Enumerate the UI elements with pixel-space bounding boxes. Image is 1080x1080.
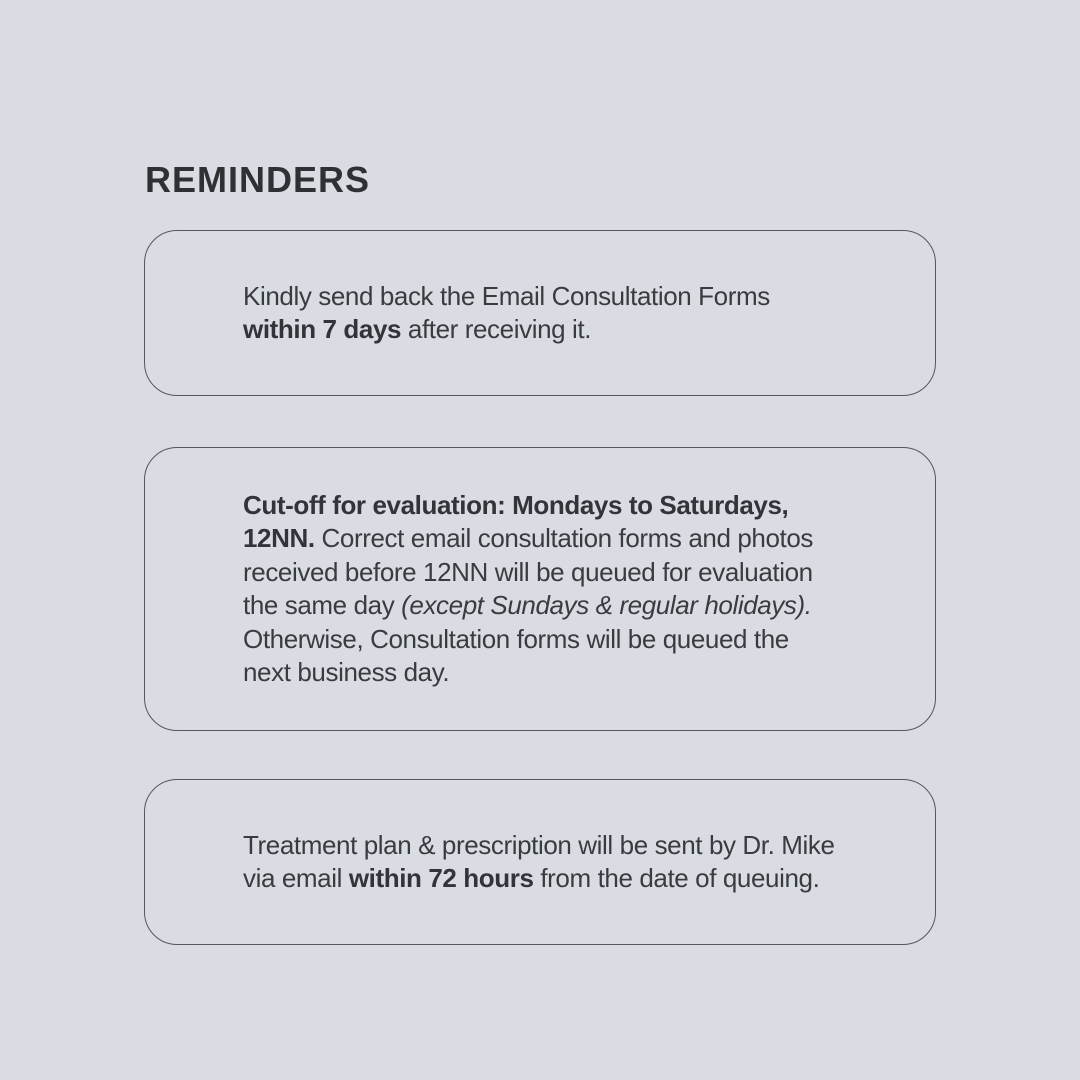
- reminder-text: [145, 280, 800, 347]
- reminder-text: [145, 489, 843, 690]
- text-segment-bold: Cut-off for evaluation: Mondays to Saturdays,: [243, 489, 789, 520]
- text-segment: Treatment plan & prescription will be sent by Dr. Mike: [243, 829, 835, 860]
- text-segment: received before 12NN will be queued for evaluation: [243, 556, 813, 587]
- text-segment-bold: within 7 days: [243, 314, 402, 344]
- text-segment: next business day.: [243, 657, 450, 687]
- text-segment-bold: within 72 hours: [348, 863, 534, 893]
- reminder-card-send-back: [144, 230, 936, 396]
- text-segment: Otherwise, Consultation forms will be queued the: [243, 623, 789, 654]
- text-segment: Kindly send back the Email Consultation Forms: [243, 280, 770, 311]
- text-segment-bold: 12NN.: [243, 523, 315, 553]
- text-segment: after receiving it.: [401, 314, 592, 344]
- text-segment: from the date of queuing.: [533, 863, 820, 893]
- reminder-text: [145, 829, 865, 896]
- text-segment: Correct email consultation forms and photos: [314, 523, 814, 553]
- text-segment: the same day: [243, 590, 402, 620]
- text-segment: via email: [243, 863, 349, 893]
- page-title: REMINDERS: [145, 159, 371, 201]
- text-segment-italic: (except Sundays & regular holidays).: [401, 590, 812, 620]
- reminder-card-treatment-plan: [144, 779, 936, 945]
- reminder-card-cutoff: [144, 447, 936, 731]
